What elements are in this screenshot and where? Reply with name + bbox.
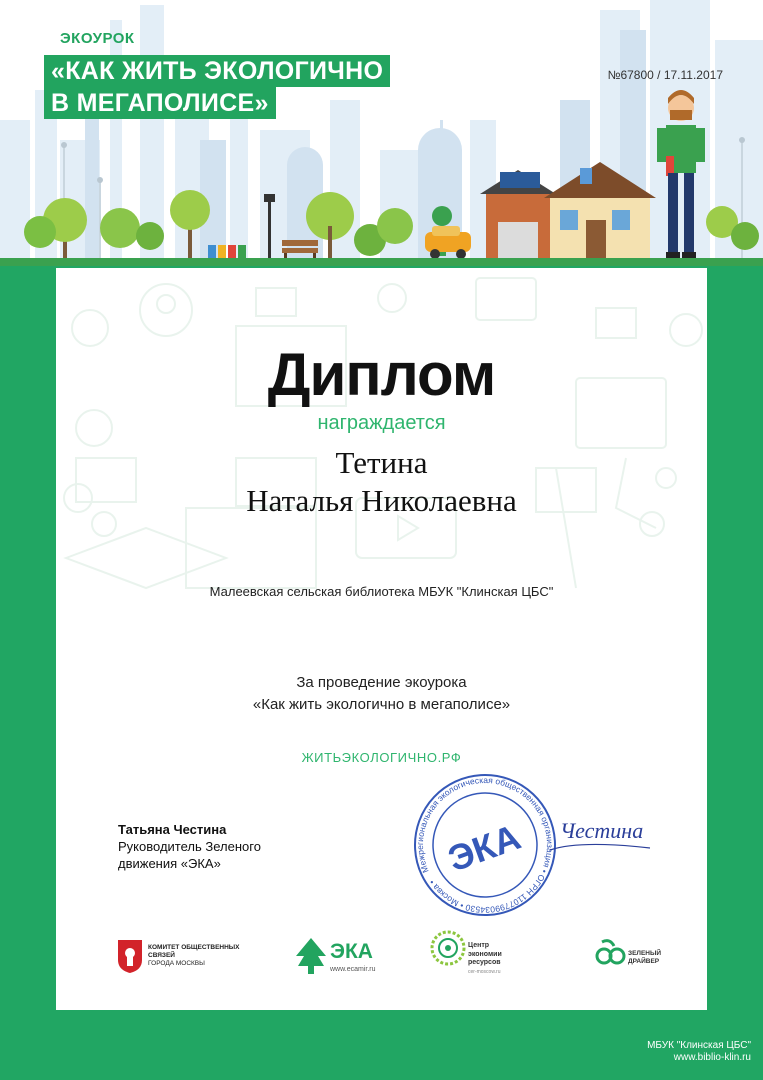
footer-library-name: МБУК "Клинская ЦБС" xyxy=(647,1040,751,1051)
handwritten-signature: Честина xyxy=(560,818,644,843)
footer-library-url[interactable]: www.biblio-klin.ru xyxy=(673,1052,751,1063)
centre-logo-line-2: экономии xyxy=(468,950,502,958)
centre-logo-line-1: Центр xyxy=(468,942,490,949)
moscow-coat-of-arms-icon xyxy=(116,938,144,974)
recipient-name xyxy=(56,444,707,520)
certificate-panel xyxy=(56,268,707,1010)
signer-name: Татьяна Честина xyxy=(118,822,227,837)
grass-strip xyxy=(0,258,763,266)
lesson-title-line-1: «КАК ЖИТЬ ЭКОЛОГИЧНО xyxy=(44,55,390,87)
logo-resource-saving-centre xyxy=(430,930,540,988)
reason-line-1: За проведение экоурока xyxy=(296,674,467,691)
logo-eka xyxy=(294,936,404,980)
eka-logo-url: www.ecamir.ru xyxy=(330,966,376,973)
brand-label: ЭКОУРОК xyxy=(60,30,135,47)
moscow-logo-line-3: ГОРОДА МОСКВЫ xyxy=(148,960,205,967)
top-banner xyxy=(0,0,763,266)
green-driver-icon xyxy=(594,936,626,968)
partner-logos xyxy=(56,928,707,988)
logo-green-driver xyxy=(594,936,684,980)
moscow-logo-line-2: СВЯЗЕЙ xyxy=(148,952,175,959)
footer-credit xyxy=(647,1040,751,1064)
organization-name: Малеевская сельская библиотека МБУК "Клинская ЦБС" xyxy=(209,584,554,599)
award-reason xyxy=(56,672,707,716)
signer-block xyxy=(118,821,261,872)
green-logo-line-1: ЗЕЛЕНЫЙ xyxy=(628,950,662,957)
lesson-title-line-2: В МЕГАПОЛИСЕ» xyxy=(44,87,276,119)
website-link[interactable]: ЖИТЬЭКОЛОГИЧНО.РФ xyxy=(301,750,462,765)
logo-moscow-committee xyxy=(116,938,266,978)
eka-logo-name: ЭКА xyxy=(330,940,373,963)
eka-tree-icon xyxy=(294,936,328,976)
official-stamp xyxy=(410,770,670,920)
stamp-ring-text: Межрегиональная экологическая общественная организация • ОГРН 1107799034530 • Москва • xyxy=(414,774,556,916)
recipient-given-names: Наталья Николаевна xyxy=(246,483,517,518)
diploma-title: Диплом xyxy=(267,341,496,408)
centre-logo-line-3: ресурсов xyxy=(468,959,501,966)
reason-line-2: «Как жить экологично в мегаполисе» xyxy=(252,696,511,713)
stamp-center-text: ЭКА xyxy=(442,815,526,880)
centre-logo-url: cer-moscow.ru xyxy=(468,968,501,975)
green-logo-line-2: ДРАЙВЕР xyxy=(628,958,660,965)
signer-role-line-1: Руководитель Зеленого xyxy=(118,839,261,854)
moscow-logo-line-1: КОМИТЕТ ОБЩЕСТВЕННЫХ xyxy=(148,944,240,951)
signer-role-line-2: движения «ЭКА» xyxy=(118,856,221,871)
awarded-label: награждается xyxy=(317,412,446,434)
certificate-number: №67800 / 17.11.2017 xyxy=(607,68,723,82)
recipient-surname: Тетина xyxy=(335,445,428,480)
resource-centre-icon xyxy=(430,930,466,966)
